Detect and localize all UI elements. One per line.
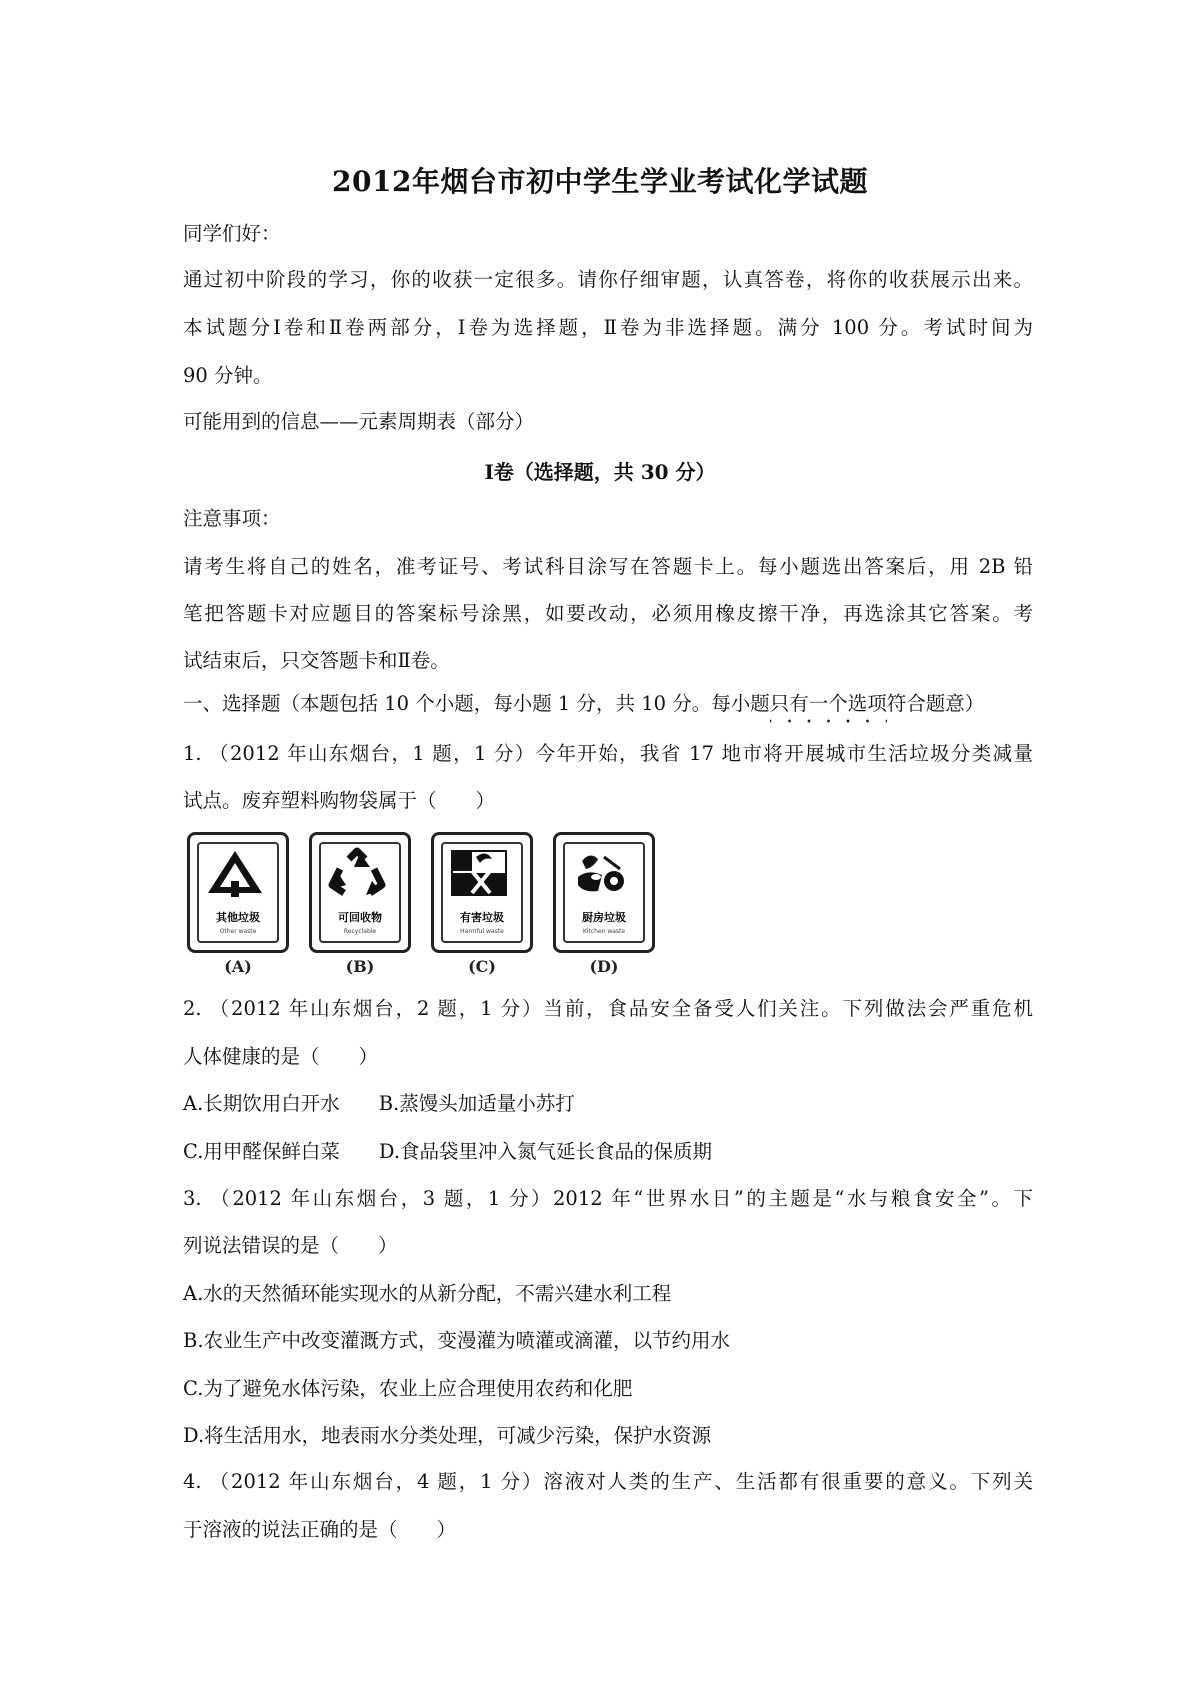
intro-line-1: 通过初中阶段的学习，你的收获一定很多。请你仔细审题，认真答卷，将你的收获展示出来。 — [183, 268, 1033, 291]
other-waste-icon — [202, 847, 268, 899]
notice-line-2: 笔把答题卡对应题目的答案标号涂黑，如要改动，必须用橡皮擦干净，再选涂其它答案。考 — [183, 602, 1033, 625]
notice-line-3: 试结束后，只交答题卡和Ⅱ卷。 — [183, 649, 450, 672]
section-heading: Ⅰ卷（选择题，共 30 分） — [484, 460, 716, 484]
sign-b-caption: 可回收物 — [338, 911, 382, 924]
part-one-text-b: 符合题意） — [886, 692, 985, 715]
greeting: 同学们好： — [183, 222, 281, 245]
sign-a-label: (A) — [224, 957, 252, 976]
sign-d-label: (D) — [589, 957, 619, 976]
question-3-line-1: 3. （2012 年山东烟台，3 题，1 分）2012 年“世界水日”的主题是“水与粮食安全”。下 — [183, 1187, 1033, 1210]
intro-line-4: 可能用到的信息——元素周期表（部分） — [183, 410, 535, 433]
question-4-line-1: 4. （2012 年山东烟台，4 题，1 分）溶液对人类的生产、生活都有很重要的意义。下列关 — [183, 1470, 1033, 1493]
question-3-option-b: B.农业生产中改变灌溉方式，变漫灌为喷灌或滴灌，以节约用水 — [183, 1329, 731, 1352]
waste-sign-d — [553, 832, 655, 976]
question-3-line-2: 列说法错误的是（ ） — [183, 1234, 398, 1257]
part-one-emphasis: 只有一个选项 — [769, 692, 887, 715]
question-3-option-a: A.水的天然循环能实现水的从新分配，不需兴建水利工程 — [183, 1282, 672, 1305]
sign-b-label: (B) — [345, 957, 375, 976]
intro-line-2: 本试题分Ⅰ卷和Ⅱ卷两部分，Ⅰ卷为选择题，Ⅱ卷为非选择题。满分 100 分。考试时间为 — [183, 316, 1033, 339]
waste-sign-options — [183, 832, 673, 980]
question-1-line-1: 1. （2012 年山东烟台，1 题，1 分）今年开始，我省 17 地市将开展城市生活垃圾分类减量 — [183, 742, 1033, 765]
sign-a-caption: 其他垃圾 — [216, 911, 260, 924]
sign-d-subcaption: Kitchen waste — [582, 928, 626, 935]
part-one-instructions — [183, 690, 1033, 718]
waste-sign-a — [187, 832, 289, 976]
sign-c-subcaption: Harmful waste — [460, 928, 504, 935]
notice-label: 注意事项： — [183, 507, 281, 530]
question-2-options-ab: A.长期饮用白开水 B.蒸馒头加适量小苏打 — [183, 1092, 575, 1115]
page-title: 2012年烟台市初中学生学业考试化学试题 — [332, 165, 868, 198]
question-2-line-1: 2. （2012 年山东烟台，2 题，1 分）当前，食品安全备受人们关注。下列做法会严重危机 — [183, 997, 1033, 1020]
question-3-option-c: C.为了避免水体污染，农业上应合理使用农药和化肥 — [183, 1377, 633, 1400]
question-3-option-d: D.将生活用水，地表雨水分类处理，可减少污染，保护水资源 — [183, 1424, 712, 1447]
notice-line-1: 请考生将自己的姓名，准考证号、考试科目涂写在答题卡上。每小题选出答案后，用 2B 铅 — [183, 555, 1033, 578]
intro-line-3: 90 分钟。 — [183, 364, 273, 387]
kitchen-waste-icon — [568, 847, 634, 899]
waste-sign-c — [431, 832, 533, 976]
question-1-line-2: 试点。废弃塑料购物袋属于（ ） — [183, 789, 496, 812]
sign-d-caption: 厨房垃圾 — [582, 911, 626, 924]
sign-c-caption: 有害垃圾 — [460, 911, 504, 924]
question-4-line-2: 于溶液的说法正确的是（ ） — [183, 1518, 457, 1541]
sign-a-subcaption: Other waste — [219, 928, 257, 935]
question-2-line-2: 人体健康的是（ ） — [183, 1045, 379, 1068]
question-2-options-cd: C.用甲醛保鲜白菜 D.食品袋里冲入氮气延长食品的保质期 — [183, 1140, 713, 1163]
part-one-text-a: 一、选择题（本题包括 10 个小题，每小题 1 分，共 10 分。每小题 — [183, 692, 770, 715]
sign-c-label: (C) — [468, 957, 496, 976]
sign-b-subcaption: Recyclable — [343, 928, 377, 935]
harmful-waste-icon — [446, 847, 512, 899]
waste-sign-b — [309, 832, 411, 976]
recycle-icon — [324, 847, 390, 899]
